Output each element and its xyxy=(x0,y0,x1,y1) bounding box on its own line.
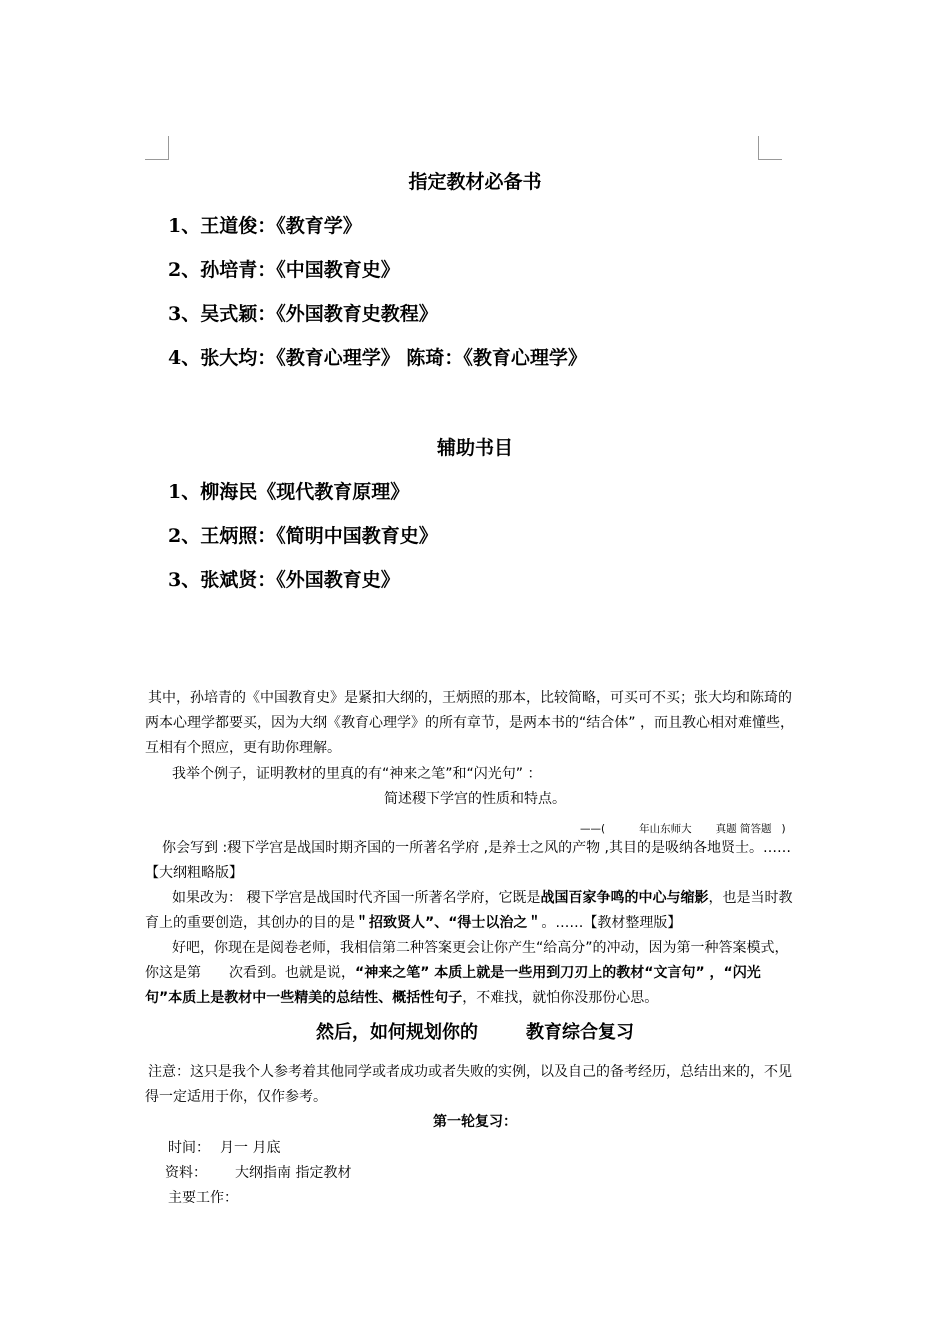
plan-title-a: 然后，如何规划你的 xyxy=(316,1022,478,1043)
source-dash: ——( xyxy=(580,823,606,835)
answer1-text: 你会写到 :稷下学宫是战国时期齐国的一所著名学府 ,是养士之风的产物 ,其目的是吸纳各地贤士。…… xyxy=(162,840,791,856)
source-school: 年山东师大 xyxy=(639,823,692,835)
auxiliary-book-3: 3、张斌贤：《外国教育史》 xyxy=(168,569,400,591)
time-value: 月一 月底 xyxy=(220,1140,281,1156)
required-book-2: 2、孙培青：《中国教育史》 xyxy=(168,259,400,281)
plan-title xyxy=(0,1020,950,1046)
conclusion-line2-bold: “神来之笔” 本质上就是一些用到刀刃上的教材“文言句” ，“闪光 xyxy=(355,965,761,981)
answer2-pre: 如果改为： 稷下学宫是战国时代齐国一所著名学府，它既是 xyxy=(172,890,541,906)
answer1-tag: 【大纲粗略版】 xyxy=(145,865,243,881)
conclusion-line-3 xyxy=(145,986,810,1011)
answer2-mid: ，也是当时教 xyxy=(708,890,793,906)
crop-mark-top-left xyxy=(145,136,169,160)
source-close: ) xyxy=(781,823,786,835)
round-one-title: 第一轮复习： xyxy=(433,1114,517,1130)
round-time xyxy=(168,1136,833,1161)
material-value: 大纲指南 指定教材 xyxy=(235,1165,352,1181)
example-question: 简述稷下学宫的性质和特点。 xyxy=(384,791,566,807)
conclusion-line3-bold: 句”本质上是教材中一些精美的总结性、概括性句子 xyxy=(145,990,463,1006)
auxiliary-book-1: 1、柳海民《现代教育原理》 xyxy=(168,481,410,503)
intro-line-3: 互相有个照应，更有助你理解。 xyxy=(145,740,341,756)
intro-line-2: 两本心理学都要买，因为大纲《教育心理学》的所有章节，是两本书的“结合体” ，而且教心相对难懂些， xyxy=(145,715,794,731)
auxiliary-book-2: 2、王炳照：《简明中国教育史》 xyxy=(168,525,438,547)
answer2-line-1 xyxy=(172,886,837,911)
example-intro: 我举个例子，证明教材的里真的有“神来之笔”和“闪光句” ： xyxy=(172,766,542,782)
answer2-line-2 xyxy=(145,911,810,936)
crop-mark-top-right xyxy=(758,136,782,160)
answer2-line2-pre: 育上的重要创造，其创办的目的是 xyxy=(145,915,355,931)
auxiliary-books-title: 辅助书目 xyxy=(436,437,513,459)
conclusion-line3-post: ，不难找，就怕你没那份心思。 xyxy=(462,990,659,1006)
answer2-line2-post: 。……【教材整理版】 xyxy=(541,915,682,931)
required-book-3: 3、吴式颖：《外国教育史教程》 xyxy=(168,303,438,325)
conclusion-line2-pre: 你这是第 xyxy=(145,965,201,981)
time-label: 时间： xyxy=(168,1140,210,1156)
required-books-title: 指定教材必备书 xyxy=(408,171,542,193)
round-materials xyxy=(165,1161,830,1186)
conclusion-line-1: 好吧，你现在是阅卷老师，我相信第二种答案更会让你产生“给高分”的冲动，因为第一种答案模式， xyxy=(172,940,789,956)
intro-line-1: 其中，孙培青的《中国教育史》是紧扣大纲的，王炳照的那本，比较简略，可买可不买；张大均和陈琦的 xyxy=(148,690,792,706)
required-book-4: 4、张大均：《教育心理学》 陈琦：《教育心理学》 xyxy=(168,347,587,369)
conclusion-line2-mid: 次看到。也就是说， xyxy=(229,965,355,981)
plan-note-line-1: 注意：这只是我个人参考着其他同学或者成功或者失败的实例，以及自己的备考经历，总结出来的，不见 xyxy=(148,1064,792,1080)
answer2-bold-1: 战国百家争鸣的中心与缩影 xyxy=(540,890,709,906)
plan-note-line-2: 得一定适用于你，仅作参考。 xyxy=(145,1089,327,1105)
conclusion-line-2 xyxy=(145,961,810,986)
required-book-1: 1、王道俊：《教育学》 xyxy=(168,215,362,237)
answer2-bold-2: ＂招致贤人”、“得士以治之＂ xyxy=(355,915,542,931)
source-type: 真题 简答题 xyxy=(715,823,772,835)
material-label: 资料： xyxy=(165,1165,207,1181)
round-work: 主要工作： xyxy=(168,1190,238,1206)
plan-title-b: 教育综合复习 xyxy=(526,1022,634,1043)
